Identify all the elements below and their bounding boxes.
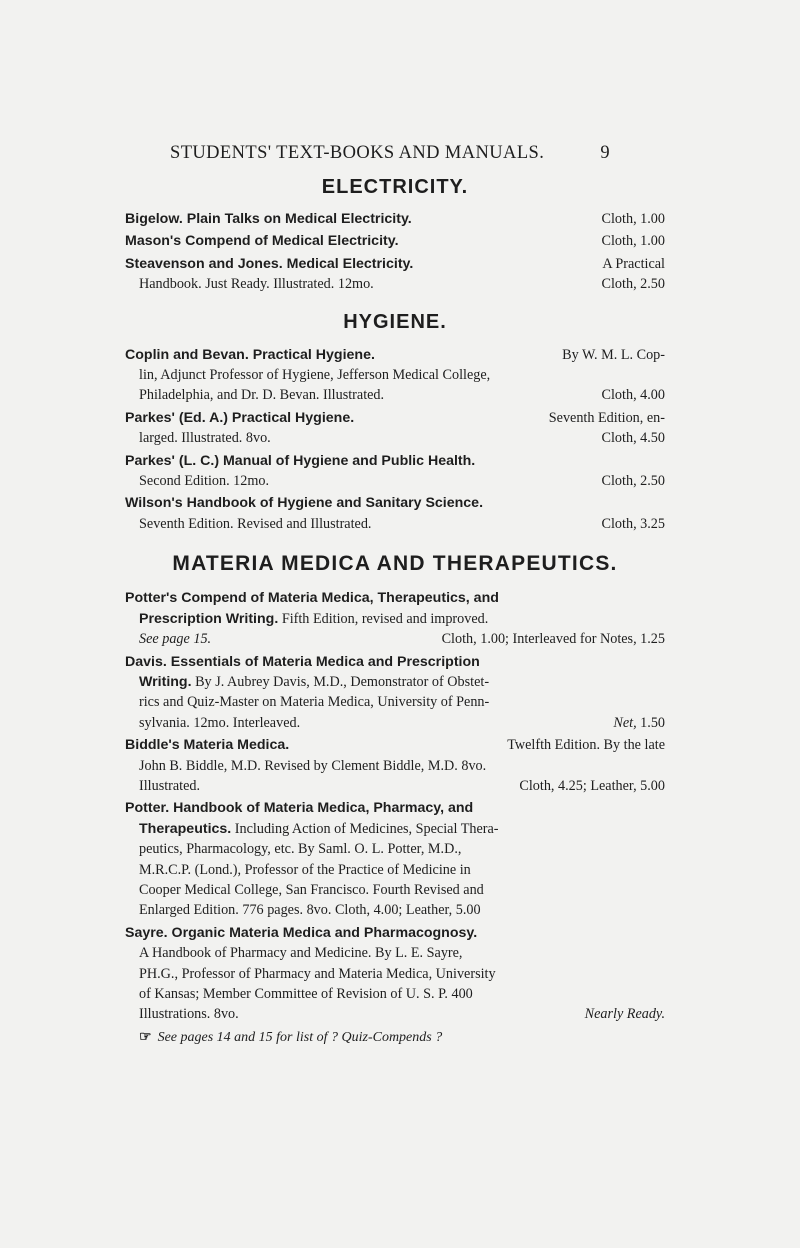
entry-title: Bigelow. Plain Talks on Medical Electricity. bbox=[125, 211, 412, 227]
book-entry bbox=[125, 209, 665, 229]
entry-text: peutics, Pharmacology, etc. By Saml. O. L. Potter, M.D., bbox=[139, 841, 462, 858]
entry-title: Writing. bbox=[139, 673, 192, 690]
entry-title: Therapeutics. bbox=[139, 820, 232, 837]
book-entry bbox=[125, 588, 665, 649]
entry-text: Illustrated. bbox=[139, 777, 201, 794]
section-heading-hygiene: HYGIENE. bbox=[343, 310, 447, 333]
entry-price: Cloth, 4.50 bbox=[601, 430, 665, 447]
entry-title: Coplin and Bevan. Practical Hygiene. bbox=[125, 346, 375, 363]
entry-text: A Handbook of Pharmacy and Medicine. By L. E. Sayre, bbox=[139, 945, 463, 962]
entry-title: Davis. Essentials of Materia Medica and Prescription bbox=[125, 653, 480, 670]
entry-title: Prescription Writing. bbox=[139, 610, 279, 627]
entry-title: Potter. Handbook of Materia Medica, Pharmacy, and bbox=[125, 800, 474, 817]
entry-text: Second Edition. 12mo. bbox=[139, 473, 270, 490]
book-entry bbox=[125, 408, 665, 449]
entry-text: By J. Aubrey Davis, M.D., Demonstrator of Obstet- bbox=[195, 673, 490, 690]
entry-text: Seventh Edition, en- bbox=[548, 409, 665, 426]
entry-text: PH.G., Professor of Pharmacy and Materia Medica, University bbox=[139, 965, 496, 982]
entry-title: Steavenson and Jones. Medical Electricity. bbox=[125, 255, 414, 272]
entry-text: Philadelphia, and Dr. D. Bevan. Illustrated. bbox=[139, 387, 385, 404]
book-entry bbox=[125, 493, 665, 534]
entry-text: lin, Adjunct Professor of Hygiene, Jefferson Medical College, bbox=[139, 367, 491, 384]
entry-title: Sayre. Organic Materia Medica and Pharmacognosy. bbox=[125, 924, 478, 941]
entry-text: M.R.C.P. (Lond.), Professor of the Practice of Medicine in bbox=[139, 861, 471, 878]
entry-price: 1.50 bbox=[640, 714, 665, 731]
entry-text: By W. M. L. Cop- bbox=[562, 346, 665, 363]
entry-text: Including Action of Medicines, Special Thera- bbox=[234, 820, 499, 837]
section-heading-materia-medica: MATERIA MEDICA AND THERAPEUTICS. bbox=[172, 552, 618, 576]
entry-price: Cloth, 4.25; Leather, 5.00 bbox=[519, 777, 665, 794]
entry-text: Enlarged Edition. 776 pages. 8vo. Cloth, 4.00; Leather, 5.00 bbox=[139, 902, 481, 919]
footer-note-text: See pages 14 and 15 for list of ? Quiz-Compends ? bbox=[157, 1029, 443, 1045]
entry-price: Cloth, 1.00 bbox=[601, 211, 665, 227]
entry-title: Parkes' (Ed. A.) Practical Hygiene. bbox=[125, 409, 355, 426]
entry-status: Nearly Ready. bbox=[584, 1006, 665, 1023]
entry-text: of Kansas; Member Committee of Revision of U. S. P. 400 bbox=[139, 986, 473, 1002]
running-head-title: STUDENTS' TEXT-BOOKS AND MANUALS. bbox=[170, 143, 545, 163]
entry-cross-reference: See page 15. bbox=[139, 631, 212, 648]
entry-price: Cloth, 2.50 bbox=[601, 473, 665, 490]
entry-title: Parkes' (L. C.) Manual of Hygiene and Public Health. bbox=[125, 452, 476, 469]
pointing-hand-icon: ☞ bbox=[139, 1029, 152, 1045]
book-entry bbox=[125, 735, 665, 796]
entry-title: Potter's Compend of Materia Medica, Therapeutics, and bbox=[125, 590, 499, 607]
book-entry bbox=[125, 254, 665, 295]
book-entry bbox=[125, 798, 665, 920]
running-head bbox=[170, 143, 610, 164]
entry-text: Illustrations. 8vo. bbox=[139, 1006, 239, 1023]
entry-title: Biddle's Materia Medica. bbox=[125, 737, 290, 754]
book-entry bbox=[125, 345, 665, 406]
entry-price: Cloth, 1.00 bbox=[601, 233, 665, 250]
section-heading-electricity: ELECTRICITY. bbox=[321, 176, 469, 198]
book-entry bbox=[125, 231, 665, 251]
entry-text: rics and Quiz-Master on Materia Medica, University of Penn- bbox=[139, 694, 490, 711]
entry-title: Mason's Compend of Medical Electricity. bbox=[125, 233, 399, 250]
entry-price: Cloth, 4.00 bbox=[601, 387, 665, 404]
entry-text: John B. Biddle, M.D. Revised by Clement Biddle, M.D. 8vo. bbox=[139, 757, 487, 774]
entry-text: A Practical bbox=[602, 255, 665, 272]
entry-text: Twelfth Edition. By the late bbox=[507, 737, 665, 754]
entry-text: larged. Illustrated. 8vo. bbox=[139, 430, 271, 447]
entry-price: Cloth, 2.50 bbox=[601, 276, 665, 293]
footer-note bbox=[125, 1029, 665, 1046]
entry-text: Seventh Edition. Revised and Illustrated. bbox=[139, 515, 372, 532]
entry-text: sylvania. 12mo. Interleaved. bbox=[139, 714, 301, 731]
entry-price: Cloth, 1.00; Interleaved for Notes, 1.25 bbox=[441, 631, 665, 648]
content-column bbox=[125, 176, 665, 1046]
entry-price-label: Net, bbox=[613, 714, 637, 731]
page-number: 9 bbox=[600, 143, 610, 163]
entry-title: Wilson's Handbook of Hygiene and Sanitary Science. bbox=[125, 495, 484, 512]
entry-text: Handbook. Just Ready. Illustrated. 12mo. bbox=[139, 276, 374, 293]
entry-text: Fifth Edition, revised and improved. bbox=[281, 610, 489, 627]
book-entry bbox=[125, 923, 665, 1025]
entry-text: Cooper Medical College, San Francisco. Fourth Revised and bbox=[139, 881, 484, 898]
book-entry bbox=[125, 451, 665, 492]
entry-price: Cloth, 3.25 bbox=[601, 515, 665, 532]
book-entry bbox=[125, 652, 665, 734]
